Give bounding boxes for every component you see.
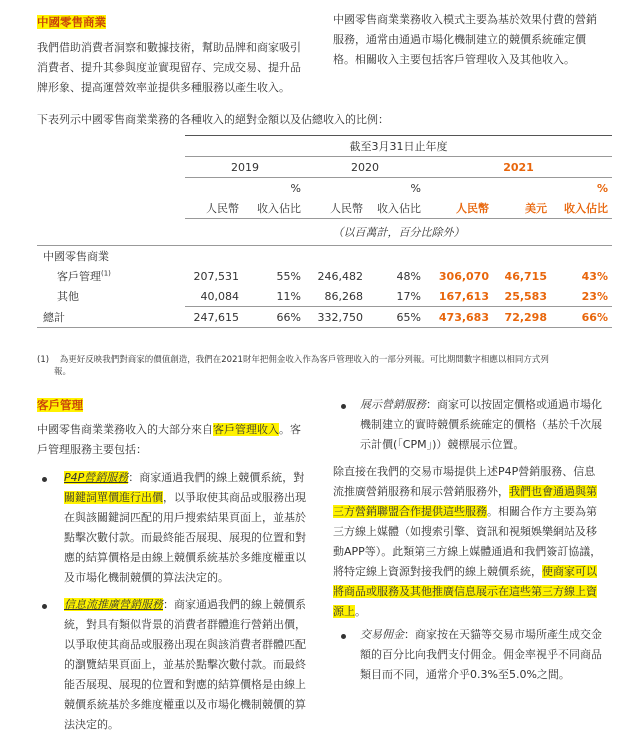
- bullet-dot-icon: [341, 634, 346, 639]
- group-label: 中國零售商業: [37, 246, 185, 267]
- customer-mgmt-intro: 中國零售商業業務收入的大部分來自客戶管理收入。客 戶管理服務主要包括：: [37, 423, 301, 456]
- year-2020: 2020: [305, 157, 425, 178]
- pct-symbol: %: [290, 181, 301, 195]
- section-title-china-retail: 中國零售商業: [37, 15, 106, 29]
- table-total-row: 總計 247,615 66% 332,750 65% 473,683 72,298 66%: [37, 307, 612, 328]
- bullet-dot-icon: [42, 604, 47, 609]
- year-2021: 2021: [425, 157, 612, 178]
- p4p-item: P4P營銷服務：商家通過我們的線上競價系統，對 關鍵詞單價進行出價，以爭取使其商品或服務出現 在與該關鍵詞匹配的用戶搜索結果頁面上，並基於 點擊次數付款。而最終能否展現、展現的位置和對 應的結算價格是由線上競價系統基於多維度權重以 及市場化機制競價的算法決定的。: [64, 471, 306, 584]
- footnote: (1) 為更好反映我們對商家的價值創造，我們在2021財年把佣金收入作為客戶管理收入的一部分列報。可比期間數字相應以相同方式列 報。: [37, 355, 549, 377]
- col-pct: 收入佔比: [551, 198, 612, 219]
- col-rmb: 人民幣: [305, 198, 367, 219]
- col-rmb: 人民幣: [425, 198, 493, 219]
- col-pct: 收入佔比: [367, 198, 425, 219]
- bullet-dot-icon: [42, 477, 47, 482]
- intro-paragraph-right: 中國零售商業業務收入模式主要為基於效果付費的營銷 服務，通常由通過市場化機制建立的競價系統確定價 格。相關收入主要包括客戶管理收入及其他收入。: [333, 13, 597, 66]
- revenue-table: [37, 135, 612, 328]
- pct-symbol: %: [410, 181, 421, 195]
- period-header: 截至3月31日止年度: [185, 136, 612, 157]
- col-usd: 美元: [493, 198, 551, 219]
- col-pct: 收入佔比: [243, 198, 305, 219]
- intro-paragraph-left: 我們借助消費者洞察和數據技術，幫助品牌和商家吸引 消費者、提升其參與度並實現留存、完成交易、提升品 牌形象、提高運營效率並提供多種服務以產生收入。: [37, 41, 301, 94]
- table-row: 客戶管理$^{(1)}$ 207,531 55% 246,482 48% 306,070 46,715 43%: [57, 269, 608, 283]
- feed-item: 信息流推廣營銷服務：商家通過我們的線上競價系 統，對具有類似背景的消費者群體進行營銷出價， 以爭取使其商品或服務出現在與該消費者群體匹配 的瀏覽結果頁面上，並基於點擊次數付款。而最終 能否展現、展現的位置和對應的結算價格是由線上 競價系統基於多維度權重以及市場化機制競價的算 法決定的。: [64, 598, 306, 731]
- commission-item: 交易佣金：商家按在天貓等交易市場所產生成交金 額的百分比向我們支付佣金。佣金率視乎不同商品 類目而不同，通常介乎0.3%至5.0%之間。: [360, 628, 602, 681]
- year-2019: 2019: [185, 157, 305, 178]
- display-item: 展示營銷服務：商家可以按固定價格或通過市場化 機制建立的實時競價系統確定的價格（基於千次展 示計價(「CPM」)）競標展示位置。: [360, 398, 602, 451]
- third-party-paragraph: 除直接在我們的交易市場提供上述P4P營銷服務、信息 流推廣營銷服務和展示營銷服務外，我們也會通過與第 三方營銷聯盟合作提供這些服務。相關合作方主要為第 三方線上媒體（如搜索引擎、資訊和視頻娛樂網站及移 動APP等）。此類第三方線上媒體通過和我們簽訂協議， 將特定線上資源對接我們的線上競價系統，使商家可以 將商品或服務及其他推廣信息展示在這些第三方線上資 源上。: [333, 465, 602, 618]
- section-title-customer-mgmt: 客戶管理: [37, 398, 83, 412]
- units-note: （以百萬計，百分比除外）: [332, 226, 465, 239]
- table-intro: 下表列示中國零售商業業務的各種收入的絕對金額以及佔總收入的比例：: [37, 113, 389, 126]
- col-rmb: 人民幣: [185, 198, 243, 219]
- bullet-dot-icon: [341, 404, 346, 409]
- pct-symbol: %: [596, 181, 608, 195]
- table-row: 其他 40,084 11% 86,268 17% 167,613 25,583 23%: [37, 286, 612, 307]
